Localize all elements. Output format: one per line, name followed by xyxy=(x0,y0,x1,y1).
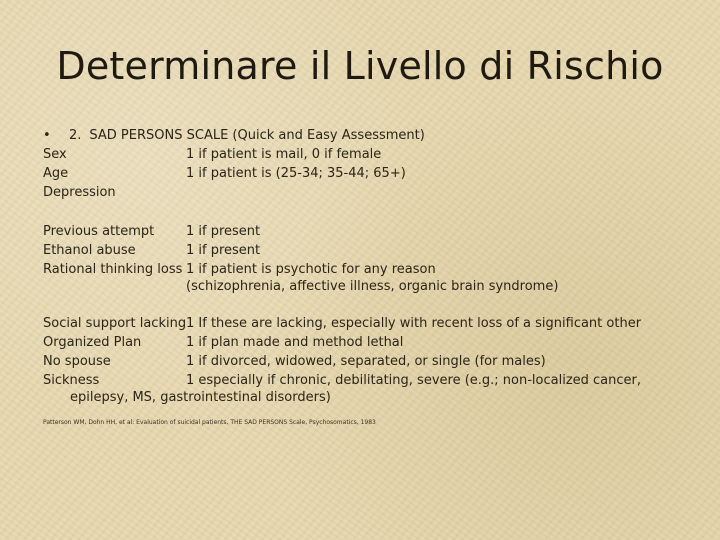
slide-content xyxy=(43,126,703,427)
sickness-continuation: epilepsy, MS, gastrointestinal disorders) xyxy=(70,390,331,405)
criterion-label: Age xyxy=(43,166,69,181)
criterion-row xyxy=(43,314,703,333)
criterion-label: Rational thinking loss xyxy=(43,262,183,277)
citation: Patterson WM, Dohn HH, et al: Evaluation of suicidal patients, THE SAD PERSONS Scale, Psychosomatics, 1983 xyxy=(43,419,376,426)
bullet-text: SAD PERSONS SCALE (Quick and Easy Assessment) xyxy=(89,128,425,143)
group-sex-age-depression xyxy=(43,145,703,202)
criterion-row xyxy=(43,352,703,371)
criterion-label: Social support lacking xyxy=(43,316,187,331)
criterion-value: 1 if patient is mail, 0 if female xyxy=(186,147,382,162)
group-attempt-ethanol-rational xyxy=(43,222,703,294)
group-social-plan-spouse-sickness xyxy=(43,314,703,405)
criterion-value-continuation: (schizophrenia, affective illness, organic brain syndrome) xyxy=(186,279,559,294)
bullet-icon: • xyxy=(43,128,51,143)
criterion-row xyxy=(43,183,703,202)
criterion-value xyxy=(186,183,703,202)
criterion-label: Previous attempt xyxy=(43,224,155,239)
criterion-label: Ethanol abuse xyxy=(43,243,136,258)
criterion-label: Organized Plan xyxy=(43,335,142,350)
criterion-value: 1 if divorced, widowed, separated, or single (for males) xyxy=(186,354,546,369)
criterion-row xyxy=(43,241,703,260)
criterion-value: 1 if patient is (25-34; 35-44; 65+) xyxy=(186,166,406,181)
criterion-value: 1 if plan made and method lethal xyxy=(186,335,404,350)
slide-title: Determinare il Livello di Rischio xyxy=(56,44,664,88)
criterion-row xyxy=(43,145,703,164)
criterion-label: No spouse xyxy=(43,354,111,369)
criterion-row xyxy=(43,222,703,241)
bullet-heading xyxy=(43,126,703,145)
criterion-row xyxy=(43,260,703,294)
bullet-number: 2. xyxy=(69,128,82,143)
criterion-label: Sex xyxy=(43,147,67,162)
criterion-value: 1 If these are lacking, especially with recent loss of a significant other xyxy=(186,316,642,331)
criterion-row xyxy=(43,164,703,183)
criterion-value: 1 if present xyxy=(186,243,261,258)
criterion-value: 1 if patient is psychotic for any reason xyxy=(186,262,436,277)
criterion-value: 1 if present xyxy=(186,224,261,239)
criterion-row xyxy=(43,333,703,352)
criterion-value: 1 especially if chronic, debilitating, severe (e.g.; non-localized cancer, xyxy=(186,373,642,388)
criterion-row xyxy=(43,371,703,390)
criterion-value-wrap xyxy=(186,260,703,294)
criterion-label: Sickness xyxy=(43,373,100,388)
criterion-label: Depression xyxy=(43,185,116,200)
